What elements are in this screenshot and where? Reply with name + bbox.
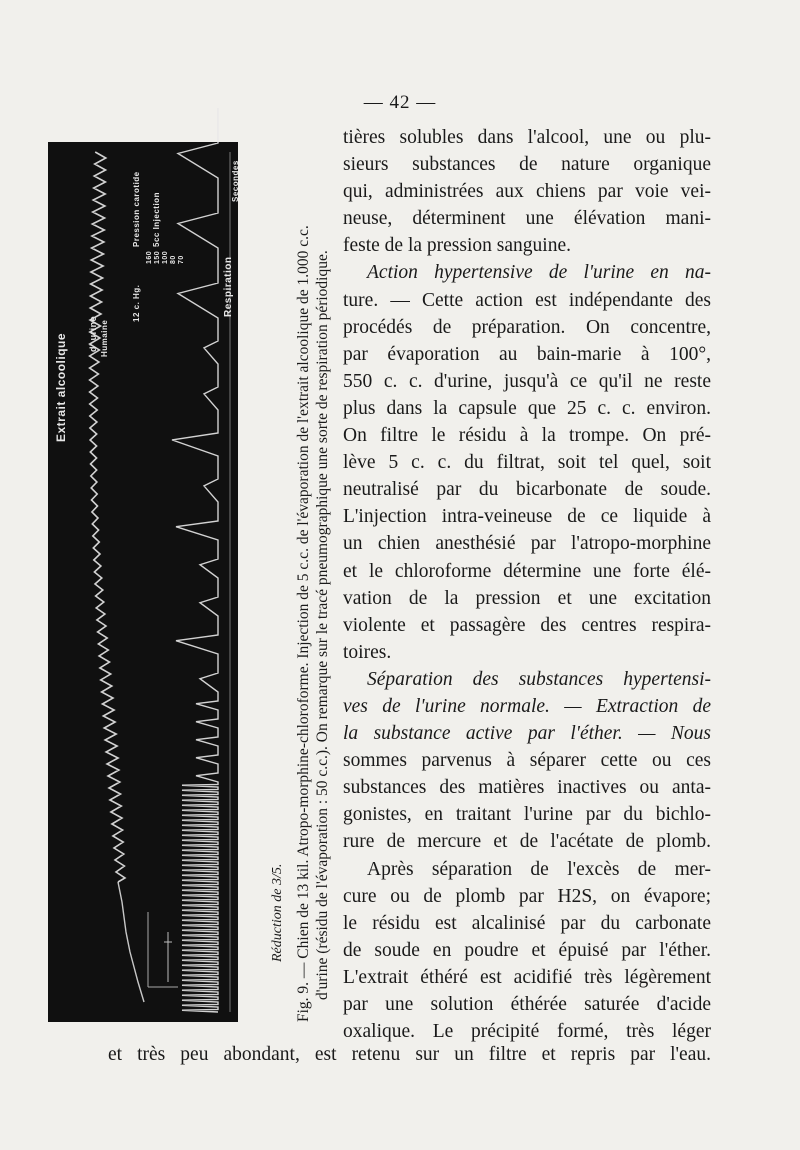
kymograph-tracing xyxy=(48,142,238,1022)
text-line: rure de mercure et de l'acétate de plomb. xyxy=(343,831,711,853)
scale-label: 70 xyxy=(178,255,185,264)
text-line: et le chloroforme détermine une forte élé- xyxy=(343,560,711,582)
body-text-last-line: et très peu abondant, est retenu sur un filtre et repris par l'eau. xyxy=(108,1044,711,1065)
figure-reduction-note: Réduction de 3/5. xyxy=(270,863,285,962)
figure-caption xyxy=(294,142,332,1022)
text-line: tières solubles dans l'alcool, une ou plu- xyxy=(343,127,711,148)
respiration-trace xyxy=(172,108,218,1012)
text-line: L'injection intra-veineuse de ce liquide à xyxy=(343,506,711,528)
text-line: neuse, déterminent une élévation mani- xyxy=(343,208,711,230)
text-line: lève 5 c. c. du filtrat, soit tel quel, soit xyxy=(343,452,711,474)
kymograph-figure xyxy=(48,142,238,1022)
scale-label: 100 xyxy=(162,250,169,264)
figure-label-secondes: Secondes xyxy=(231,160,240,202)
text-line: vation de la pression et une excitation xyxy=(343,587,711,609)
figure-label-respiration: Respiration xyxy=(223,256,234,317)
text-line: Action hypertensive de l'urine en na- xyxy=(367,262,711,284)
text-line: neutralisé par du bicarbonate de soude. xyxy=(343,479,711,501)
figure-label-extrait: Extrait alcoolique xyxy=(54,332,68,442)
text-line: feste de la pression sanguine. xyxy=(343,235,571,257)
text-line: Séparation des substances hypertensi- xyxy=(367,668,711,690)
text-line: procédés de préparation. On concentre, xyxy=(343,316,711,338)
text-line: le résidu est alcalinisé par du carbonate xyxy=(343,912,711,934)
page-number: — 42 — xyxy=(363,92,437,113)
figure-label-pression: Pression carotide xyxy=(132,171,141,247)
scale-label: 160 xyxy=(146,250,153,264)
body-text xyxy=(343,124,711,1045)
text-line: violente et passagère des centres respira- xyxy=(343,614,711,636)
text-line: sieurs substances de nature organique xyxy=(343,154,711,176)
injection-marker xyxy=(164,932,172,982)
caption-line: d'urine (résidu de l'évaporation : 50 c.c.). On remarque sur le tracé pneumographique une sorte de respiration périodique. xyxy=(314,250,331,1000)
text-line: ture. — Cette action est indépendante des xyxy=(343,289,711,311)
text-line: de soude en poudre et épuisé par l'éther. xyxy=(343,939,711,961)
blood-pressure-trace xyxy=(118,882,144,1002)
figure-label-mercure: 12 c. Hg. xyxy=(132,284,141,322)
text-line: substances des matières inactives ou anta- xyxy=(343,777,711,799)
text-line: un chien anesthésié par l'atropo-morphine xyxy=(343,533,711,555)
text-line: sommes parvenus à séparer cette ou ces xyxy=(343,750,711,772)
figure-label-urine: d' urine xyxy=(88,315,98,352)
figure-label-injection: 5cc Injection xyxy=(152,192,161,247)
pressure-scale-axis xyxy=(148,912,178,987)
text-line: toires. xyxy=(343,641,392,663)
figure-label-humaine: Humaine xyxy=(100,319,109,357)
text-line: Après séparation de l'excès de mer- xyxy=(367,858,711,880)
text-line: cure ou de plomb par H2S, on évapore; xyxy=(343,885,711,907)
blood-pressure-trace xyxy=(90,152,125,882)
text-line: qui, administrées aux chiens par voie vei- xyxy=(343,181,711,203)
text-line: On filtre le résidu à la trompe. On pré- xyxy=(343,425,711,447)
text-line: 550 c. c. d'urine, jusqu'à ce qu'il ne reste xyxy=(343,370,711,392)
caption-line: Fig. 9. — Chien de 13 kil. Atropo-morphine-chloroforme. Injection de 5 c.c. de l'évaporation de l'extrait alcoolique de 1.000 c.c. xyxy=(295,225,312,1022)
text-line: oxalique. Le précipité formé, très léger xyxy=(343,1021,711,1043)
text-line: par évaporation au bain-marie à 100°, xyxy=(343,343,711,365)
text-line: gonistes, en traitant l'urine par du bichlo- xyxy=(343,804,711,826)
text-line: plus dans la capsule que 25 c. c. environ. xyxy=(343,397,711,419)
text-line: la substance active par l'éther. — Nous xyxy=(343,723,711,745)
text-line: L'extrait éthéré est acidifié très légèrement xyxy=(343,966,711,988)
text-line: ves de l'urine normale. — Extraction de xyxy=(343,695,711,717)
scale-label: 150 xyxy=(154,250,161,264)
text-line: par une solution éthérée saturée d'acide xyxy=(343,994,711,1015)
scale-label: 80 xyxy=(170,255,177,264)
